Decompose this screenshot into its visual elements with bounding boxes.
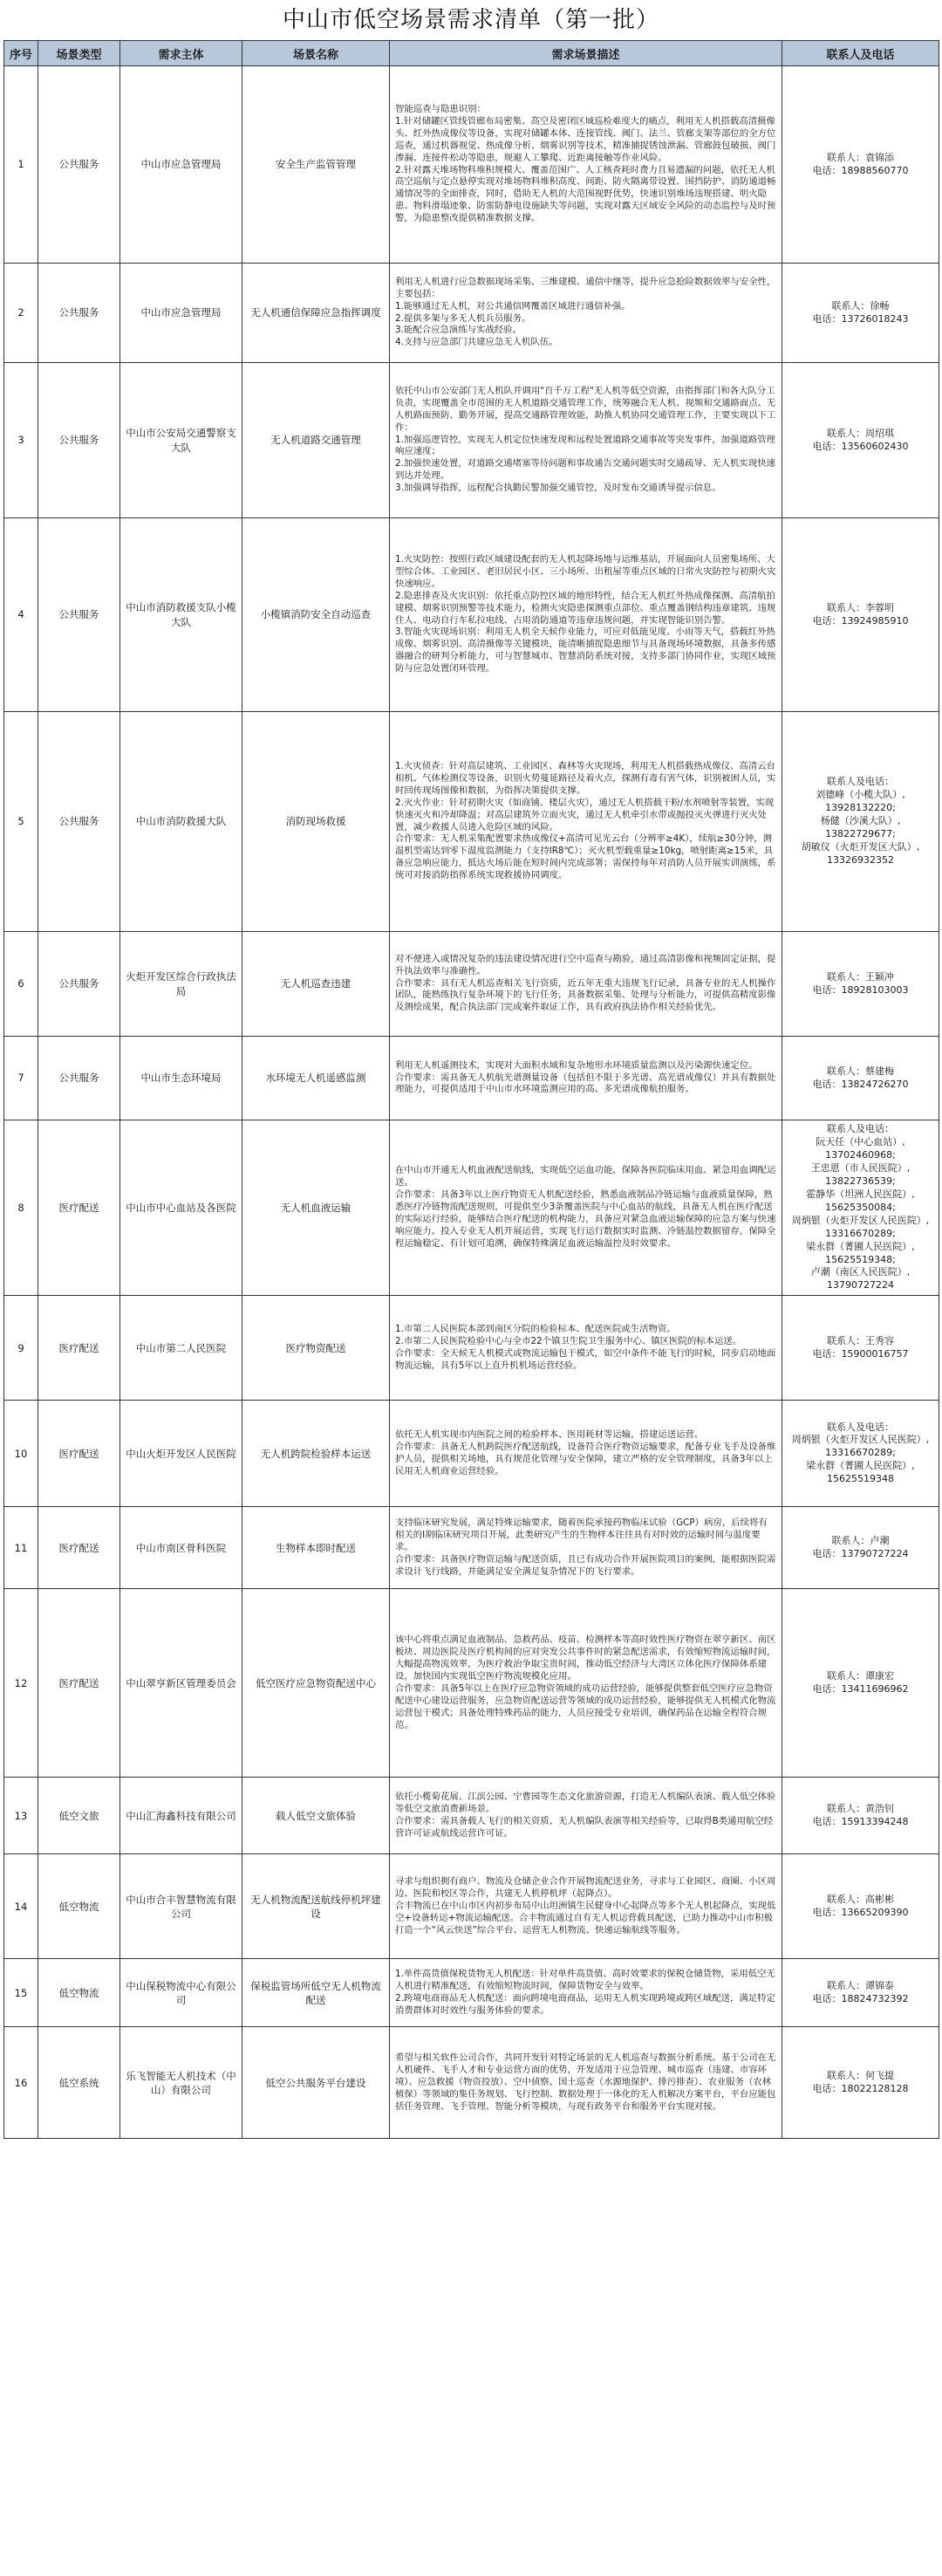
cell-entity: 中山市合丰智慧物流有限公司 [120, 1854, 242, 1959]
cell-entity: 中山市中心血站及各医院 [120, 1120, 242, 1296]
contact-line: 联系人：黄浩钊 [827, 1802, 894, 1814]
cell-contact [782, 932, 939, 1037]
cell-description [390, 1120, 782, 1296]
cell-scene-name: 无人机道路交通管理 [242, 363, 390, 518]
description-line: 依托中山市公安部门无人机队并调用"百千万工程"无人机等低空资源，由指挥部门和各大队分工负责，实现覆盖全市范围的无人机道路交通管理工作，统筹融合无人机、视频和交通路面点、无人机路面预防、勤务开展，提高交通路管理效能，助推人机协同交通管理工作，主要实现以下工作： [395, 385, 776, 433]
cell-entity: 中山市消防救援大队 [120, 712, 242, 932]
cell-entity: 中山保税物流中心有限公司 [120, 1959, 242, 2027]
description-line: 该中心将重点满足血液制品、急救药品、疫苗、检测样本等高时效性医疗物资在翠亨新区、南区板块、周边医院及医疗机构间的应对突发公共事件时的紧急配送需求，有效缩短物流运输时间，大幅提高物流效率，为医疗救治争取宝贵时间，推动低空经济与大湾区立体化医疗保障体系建设，加快国内实现低空医疗物流规模化应用。 [395, 1634, 776, 1682]
cell-no: 14 [4, 1854, 38, 1959]
cell-no: 9 [4, 1296, 38, 1401]
description-line: 3.能配合应急演练与实战经验。 [395, 325, 522, 336]
cell-description [390, 1507, 782, 1589]
cell-no: 10 [4, 1401, 38, 1507]
cell-scene-name: 医疗物资配送 [242, 1296, 390, 1401]
cell-no: 11 [4, 1507, 38, 1589]
description-line: 3.智能火灾现场识别：利用无人机全天候作业能力，可应对低能见度、小雨等天气，搭载红外热成像、烟雾识别、高清摄像等关键模块，能清晰捕捉隐患细节与具备现场环境数据，具备多传感器融合的研判分析能力，可与智慧城市、智慧消防系统对接，支持多部门协同作业，实现区域预防与应急处置闭环管理。 [395, 627, 776, 675]
description-line: 希望与相关软件公司合作，共同开发针对特定场景的无人机巡查与数据分析系统。基于公司在无人机硬件、飞手人才和专业运营方面的优势，开发适用于应急管理、城市巡查（违建、市容环境）、应急救援（物资投放）、空中侦察、国土巡查（水源地保护、排污排查）、农业服务（农林植保）等领域的集任务规划、飞行控制、数据处理于一体化的无人机解决方案平台，平台应能包括任务管理、飞手管理、智能分析等模块，与现有政务平台和服务平台实现对接。 [395, 2052, 776, 2112]
contact-line: 联系人：徐畅 [831, 299, 890, 312]
table-row [4, 1296, 939, 1401]
cell-scene-type: 医疗配送 [38, 1507, 120, 1589]
cell-scene-name: 低空医疗应急物资配送中心 [242, 1589, 390, 1778]
description-line: 2.针对露天堆场物料堆积规模大、覆盖范围广、人工核查耗时费力且易遗漏的问题，依托无人机高空巡航与定点悬停实现对堆场物料堆积高度、间距、防火隔离带设置、围挡防护、消防通道畅通情况等的全面排查，同时，借助无人机的大范围视野优势，快速识别堆场违规搭建、明火隐患、物料滑塌迹象、防雷防静电设施缺失等问题，实现对露天区域安全风险的动态监控与及时预警，为隐患整改提供精准数据支撑。 [395, 164, 776, 224]
cell-scene-type: 医疗配送 [38, 1120, 120, 1296]
table-row [4, 1037, 939, 1120]
description-line: 利用无人机进行应急数据现场采集、三维建模、通信中继等，提升应急抢险数据效率与安全性，主要包括： [395, 276, 776, 299]
table-row [4, 1589, 939, 1778]
description-line: 合作要求：具备5年以上在医疗应急物资领域的成功运营经验，能够提供整套低空医疗应急物资配送中心建设运营服务，应急物资配送运营等领域的成功运营经验，能够提供无人机模式化物流运营包干模式；具备处理特殊药品的能力，人员应接受专业培训，确保药品在运输全程符合规范。 [395, 1682, 776, 1730]
table-row [4, 1959, 939, 2027]
cell-scene-name: 生物样本即时配送 [242, 1507, 390, 1589]
cell-entity: 中山市南区骨科医院 [120, 1507, 242, 1589]
contact-line: 电话：18928103003 [812, 983, 909, 996]
cell-scene-type: 医疗配送 [38, 1589, 120, 1778]
cell-contact [782, 518, 939, 712]
cell-scene-name: 水环境无人机遥感监测 [242, 1037, 390, 1120]
cell-entity: 中山火炬开发区人民医院 [120, 1401, 242, 1507]
cell-description [390, 1854, 782, 1959]
cell-contact [782, 1507, 939, 1589]
cell-no: 13 [4, 1778, 38, 1854]
header-contact: 联系人及电话 [782, 41, 939, 66]
cell-contact [782, 1120, 939, 1296]
contact-line: 电话：13924985910 [812, 614, 909, 627]
cell-description [390, 363, 782, 518]
description-line: 1.火灾侦查：针对高层建筑、工业园区、森林等火灾现场，利用无人机搭载热成像仪、高清云台相机、气体检测仪等设备，识别火势蔓延路径及着火点，探测有毒有害气体，识别被困人员，实时回传现场图像和数据，为指挥决策提供支撑。 [395, 760, 776, 796]
description-line: 2.加强快速处置，对道路交通堵塞等待问题和事故通告交通问题实时交通疏导、无人机实现快速到达并处理。 [395, 458, 775, 482]
contact-line: 13822736539; [825, 1175, 896, 1187]
cell-no: 4 [4, 518, 38, 712]
cell-no: 1 [4, 66, 38, 264]
contact-line: 13928132220; [825, 802, 896, 814]
contact-line: 电话：18988560770 [812, 164, 909, 176]
description-line: 2.提供多架与多无人机兵员服务。 [395, 312, 531, 324]
table-header-row [4, 41, 939, 66]
description-line: 依托小榄菊花展、江滨公园、宁曹园等生态文化旅游资源，打造无人机编队表演、载人低空体验等低空文旅消费新场景。 [395, 1792, 776, 1814]
contact-line: 电话：13790727224 [812, 1547, 909, 1559]
contact-line: 联系人：袁锦添 [827, 151, 894, 163]
contact-line: 电话：18022128128 [812, 2082, 909, 2094]
cell-entity: 乐飞智能无人机技术（中山）有限公司 [120, 2027, 242, 2139]
cell-scene-name: 无人机物流配送航线停机坪建设 [242, 1854, 390, 1959]
contact-line: 电话：15900016757 [812, 1347, 909, 1360]
description-line: 2.隐患排查及火灾识别：依托重点防控区域的地形特性，结合无人机红外热成像探测、高清航拍建模、烟雾识别预警等技术能力，检测火灾隐患探测重点部位、重点覆盖钢结构违章建筑、违规住人、电动自行车私拉电线、占用消防通道等违章违规问题，并实现智能识别告警。 [395, 590, 776, 626]
cell-no: 7 [4, 1037, 38, 1120]
cell-scene-name: 无人机巡查违建 [242, 932, 390, 1037]
table-row [4, 1507, 939, 1589]
contact-line: 联系人及电话： [827, 1123, 894, 1134]
contact-line: 电话：15913394248 [812, 1815, 909, 1827]
contact-line: 15625519348 [827, 1473, 894, 1485]
cell-scene-name: 消防现场救援 [242, 712, 390, 932]
cell-contact [782, 1037, 939, 1120]
cell-scene-type: 低空物流 [38, 1959, 120, 2027]
cell-scene-type: 低空系统 [38, 2027, 120, 2139]
cell-description [390, 932, 782, 1037]
cell-no: 2 [4, 264, 38, 363]
cell-description [390, 1959, 782, 2027]
demand-table [3, 40, 939, 2139]
cell-scene-type: 医疗配送 [38, 1401, 120, 1507]
cell-entity: 中山市应急管理局 [120, 264, 242, 363]
contact-line: 电话：13726018243 [812, 312, 909, 325]
cell-no: 12 [4, 1589, 38, 1778]
contact-line: 联系人：王颖冲 [827, 970, 894, 983]
description-line: 合作要求：具备医疗物资运输与配送资质，且已有成功合作开展医院项目的案例，能根据医院需求设计飞行线路，并能满足安全满足复杂情况下的飞行要求。 [395, 1553, 776, 1577]
description-line: 支持临床研究发展，满足特殊运输要求，随着医院承接药物临床试验（GCP）病房，后续将有相关的I期临床研究项目开展，此类研究产生的生物样本往往具有对时效的运输时间与温度要求。 [395, 1518, 768, 1552]
header-entity: 需求主体 [120, 41, 242, 66]
description-line: 寻求与组织拥有商户、物流及仓储企业合作开展物流配送业务，寻求与工业园区、商圈、小区周边、医院和校区等合作，共建无人机停机坪（起降点）。 [395, 1876, 776, 1899]
contact-line: 梁永群（菁圃人民医院）, [806, 1460, 915, 1472]
contact-line: 联系人：王秀容 [827, 1334, 894, 1346]
description-line: 智能巡查与隐患识别： [395, 103, 486, 114]
description-line: 合作要求：具备无人机跨院医疗配送航线，设备符合医疗物资运输要求，配备专业飞手及设备维护人员，提供相关场地，具有规范化管理与安全保障，建立严格的安全管理制度，具备3年以上民用无人机商业运营经验。 [395, 1441, 776, 1476]
description-line: 1.能够通过无人机，对公共通信网覆盖区域进行通信补强。 [395, 300, 631, 312]
cell-entity: 中山汇海鑫科技有限公司 [120, 1778, 242, 1854]
description-line: 合作要求：具备3年以上医疗物资无人机配送经验，熟悉血液制品冷链运输与血液质量保障，熟悉医疗冷链物流配送规则，可提供至少3条覆盖医院与中心血站的航线，具备无人机在医疗配送的实际运行经验，能够结合医疗配送的机构能力，具备应对紧急血液运输保障的应急方案与快速响应能力。投入专业无人机开展运营，实现飞行运行数据实时监测、冷链温控数据留存，保障全程运输稳定、有计划可追溯，确保特殊满足血液运输温控及时效要求。 [395, 1189, 776, 1250]
contact-line: 联系人：李蓉明 [827, 601, 894, 613]
cell-description [390, 1778, 782, 1854]
contact-line: 霍静华（坦洲人民医院）, [806, 1188, 915, 1200]
description-line: 1.市第二人民医院本部到南区分院的检验标本、配送医院或生活物资。 [395, 1324, 676, 1335]
cell-entity: 中山市应急管理局 [120, 66, 242, 264]
cell-scene-type: 低空文旅 [38, 1778, 120, 1854]
cell-scene-type: 公共服务 [38, 518, 120, 712]
contact-line: 13326932352 [827, 853, 894, 866]
cell-contact [782, 1778, 939, 1854]
contact-line: 杨健（沙溪大队）, [820, 815, 901, 827]
table-row [4, 1778, 939, 1854]
table-body [4, 66, 939, 2139]
description-line: 合丰物流已在中山市区内初步布局中山坦洲镇生民健身中心起降点等多个无人机起降点，实现低空+设备转运+物流运输配送。合丰物流通过自有无人机运营载具配送，已助力推动中山市积极打造一个“风云快送”综合平台、运营无人机物流、快递运输航线等服务。 [395, 1900, 776, 1935]
cell-scene-name: 载人低空文旅体验 [242, 1778, 390, 1854]
cell-entity: 火炬开发区综合行政执法局 [120, 932, 242, 1037]
cell-contact [782, 1401, 939, 1507]
cell-scene-type: 公共服务 [38, 712, 120, 932]
cell-contact [782, 264, 939, 363]
table-row [4, 1120, 939, 1296]
header-no: 序号 [4, 41, 38, 66]
contact-line: 联系人：高彬彬 [827, 1893, 894, 1905]
description-line: 对不便进入或情况复杂的违法建设情况进行空中巡查与勘验，通过高清影像和视频固定证据，提升执法效率与准确性。 [395, 953, 776, 976]
cell-contact [782, 1959, 939, 2027]
description-line: 依托无人机实现市内医院之间的检验样本、医用耗材等运输，搭建运送运营。 [395, 1429, 704, 1441]
description-line: 2.市第二人民医院检验中心与全市22个镇卫生院卫生服务中心、镇区医院的标本运送。 [395, 1335, 742, 1346]
cell-scene-type: 公共服务 [38, 1037, 120, 1120]
cell-no: 6 [4, 932, 38, 1037]
cell-contact [782, 66, 939, 264]
cell-description [390, 1037, 782, 1120]
table-row [4, 66, 939, 264]
cell-description [390, 66, 782, 264]
header-type: 场景类型 [38, 41, 120, 66]
description-line: 2.跨境电商商品无人机配送：面向跨境电商商品，运用无人机实现跨境或跨区域配送，满足特定消费群体对时效性与服务体验的要求。 [395, 1992, 775, 2016]
table-row [4, 712, 939, 932]
table-row [4, 1401, 939, 1507]
cell-no: 8 [4, 1120, 38, 1296]
cell-scene-name: 无人机跨院检验样本运送 [242, 1401, 390, 1507]
description-line: 合作要求：全天候无人机模式或物流运输包干模式，如空中条件不能飞行的时候，同步启动地面物流运输，具有5年以上直升机机场运营经验。 [395, 1347, 776, 1371]
description-line: 4.支持与应急部门共建应急无人机队伍。 [395, 337, 558, 348]
cell-contact [782, 2027, 939, 2139]
cell-scene-type: 医疗配送 [38, 1296, 120, 1401]
contact-line: 13790727224 [827, 1279, 894, 1291]
contact-line: 13316670289; [825, 1447, 896, 1459]
cell-scene-name: 小榄镇消防安全自动巡查 [242, 518, 390, 712]
contact-line: 卢潮（南区人民医院）, [810, 1266, 911, 1278]
cell-contact [782, 1296, 939, 1401]
header-scene: 场景名称 [242, 41, 390, 66]
description-line: 合作要求：需具备载人飞行的相关资质、无人机编队表演等相关经验等，已取得B类通用航空经营许可证或航线运营许可证。 [395, 1815, 774, 1839]
description-line: 3.加强调导指挥，远程配合执勤民警加强交通管控，及时发布交通诱导提示信息。 [395, 483, 721, 494]
contact-line: 13702460968; [825, 1148, 896, 1161]
contact-line: 周炳银（火炬开发区人民医院）, [791, 1434, 930, 1446]
cell-scene-name: 保税监管场所低空无人机物流配送 [242, 1959, 390, 2027]
cell-description [390, 2027, 782, 2139]
description-line: 合作要求：需具备无人机航光谱测量设备（包括但不限于多光谱、高光谱成像仪）并具有数据处理能力，可提供适用于中山市水环境监测应用的高、多光谱成像航拍服务。 [395, 1072, 776, 1095]
document-title: 中山市低空场景需求清单（第一批） [282, 7, 659, 33]
contact-line: 梁永群（菁圃人民医院）, [806, 1240, 915, 1252]
contact-line: 15625519348; [825, 1253, 896, 1265]
cell-contact [782, 363, 939, 518]
cell-no: 16 [4, 2027, 38, 2139]
contact-line: 周炳银（火炬开发区人民医院）, [791, 1214, 930, 1226]
description-line: 1.加强巡逻管控，实现无人机定位快速发现和远程处置道路交通事故等突发事件，加强道路管理响应速度； [395, 434, 775, 457]
cell-contact [782, 1854, 939, 1959]
description-line: 2.灭火作业：针对初期火灾（如商铺、楼层火灾），通过无人机搭载干粉/水剂喷射等装置，实现快速灭火和冷却降温；对高层建筑外立面火灾，通过无人机牵引水带或抛投灭火弹进行灭火处置，减少救援人员进入危险区域的风险。 [395, 797, 775, 832]
description-line: 在中山市开通无人机血液配送航线，实现低空运血功能，保障各医院临床用血、紧急用血调配运送。 [395, 1165, 776, 1189]
cell-description [390, 1401, 782, 1507]
table-row [4, 363, 939, 518]
cell-description [390, 712, 782, 932]
cell-scene-name: 安全生产监管管理 [242, 66, 390, 264]
table-row [4, 518, 939, 712]
contact-line: 联系人及电话： [827, 1421, 894, 1433]
contact-line: 胡敏仪（火炬开发区大队）, [801, 840, 920, 853]
header-desc: 需求场景描述 [390, 41, 782, 66]
description-line: 合作要求：无人机采集配置要求热成像仪+高清可见光云台（分辨率≥4K），续航≥30分钟，测温机型需达到零下温度监测能力（支持IR8℃）；灭火机型载重量≥10kg，喷射距离≥15米，具备应急响应能力，抵达火场后能在短时间内完成部署；需保持每年对消防人员开展实训演练，系统可对接消防指挥系统实现救援协同调度。 [395, 833, 776, 881]
contact-line: 刘德峰（小榄大队）, [816, 789, 905, 801]
cell-entity: 中山市生态环境局 [120, 1037, 242, 1120]
cell-scene-type: 公共服务 [38, 932, 120, 1037]
cell-scene-type: 公共服务 [38, 363, 120, 518]
contact-line: 联系人：谭锦泰 [827, 1979, 894, 1991]
description-line: 1.火灾防控：按照行政区域建设配套的无人机起降场地与运维基站，开展面向人员密集场所、大型综合体、工业园区、老旧居民小区、三小场所、出租屋等重点区域的日常火灾防控与初期火灾快速响应。 [395, 553, 776, 589]
contact-line: 电话：13665209390 [812, 1906, 909, 1918]
cell-scene-name: 无人机通信保障应急指挥调度 [242, 264, 390, 363]
cell-scene-name: 低空公共服务平台建设 [242, 2027, 390, 2139]
cell-description [390, 264, 782, 363]
contact-line: 联系人：谭康宏 [827, 1669, 894, 1682]
contact-line: 15625350084; [825, 1201, 896, 1213]
cell-entity: 中山翠亨新区管理委员会 [120, 1589, 242, 1778]
description-line: 1.针对储罐区管线管廊布局密集、高空及密闭区域巡检难度大的痛点，利用无人机搭载高清摄像头、红外热成像仪等设备，实现对储罐本体、连接管线、阀门、法兰、管廊支架等部位的全方位巡查，通过机器视觉、热成像分析、烟雾识别等技术，精准捕捉锈蚀泄漏、管廊鼓包破损、阀门渗漏、连接件松动等隐患，规避人工攀爬、近距离接触等作业风险。 [395, 115, 776, 163]
cell-scene-type: 低空物流 [38, 1854, 120, 1959]
cell-description [390, 1296, 782, 1401]
table-row [4, 932, 939, 1037]
cell-scene-type: 公共服务 [38, 264, 120, 363]
description-line: 1.单件高货值保税货物无人机配送：针对单件高货值、高时效要求的保税仓储货物，采用低空无人机进行精准配送，有效缩短物流时间，保障货物安全与效率。 [395, 1969, 775, 1991]
table-row [4, 2027, 939, 2139]
cell-scene-type: 公共服务 [38, 66, 120, 264]
contact-line: 联系人：蔡建梅 [827, 1065, 894, 1077]
contact-line: 阮天任（中心血站）, [816, 1135, 905, 1148]
contact-line: 电话：18824732392 [812, 1992, 909, 2004]
contact-line: 联系人：周绍琪 [827, 427, 894, 439]
contact-line: 13822729677; [825, 827, 896, 839]
cell-description [390, 518, 782, 712]
contact-line: 13316670289; [825, 1227, 896, 1239]
cell-contact [782, 1589, 939, 1778]
contact-line: 王忠恩（市人民医院）, [810, 1161, 911, 1174]
cell-entity: 中山市消防救援支队小榄大队 [120, 518, 242, 712]
contact-line: 联系人：卢潮 [831, 1534, 890, 1546]
contact-line: 联系人及电话： [827, 776, 894, 788]
contact-line: 电话：13411696962 [812, 1682, 909, 1695]
table-row [4, 1854, 939, 1959]
contact-line: 联系人：何飞提 [827, 2069, 894, 2081]
cell-no: 3 [4, 363, 38, 518]
cell-entity: 中山市公安局交通警察支大队 [120, 363, 242, 518]
table-row [4, 264, 939, 363]
cell-no: 15 [4, 1959, 38, 2027]
cell-contact [782, 712, 939, 932]
description-line: 利用无人机遥测技术，实现对大面积水域和复杂地形水环境质量监测以及污染源快速定位。 [395, 1059, 758, 1071]
contact-line: 电话：13824726270 [812, 1078, 909, 1090]
cell-scene-name: 无人机血液运输 [242, 1120, 390, 1296]
cell-description [390, 1589, 782, 1778]
cell-entity: 中山市第二人民医院 [120, 1296, 242, 1401]
cell-no: 5 [4, 712, 38, 932]
contact-line: 电话：13560602430 [812, 440, 909, 452]
description-line: 合作要求：具有无人机巡查相关飞行资质，近五年无重大违规飞行记录，具备专业的无人机操作团队，能熟练执行复杂环境下的飞行任务，具备数据采集、处理与分析能力，可提供高精度影像及测绘成果，配合执法部门完成案件取证工作，具有政府执法协作相关经验优先。 [395, 977, 776, 1013]
